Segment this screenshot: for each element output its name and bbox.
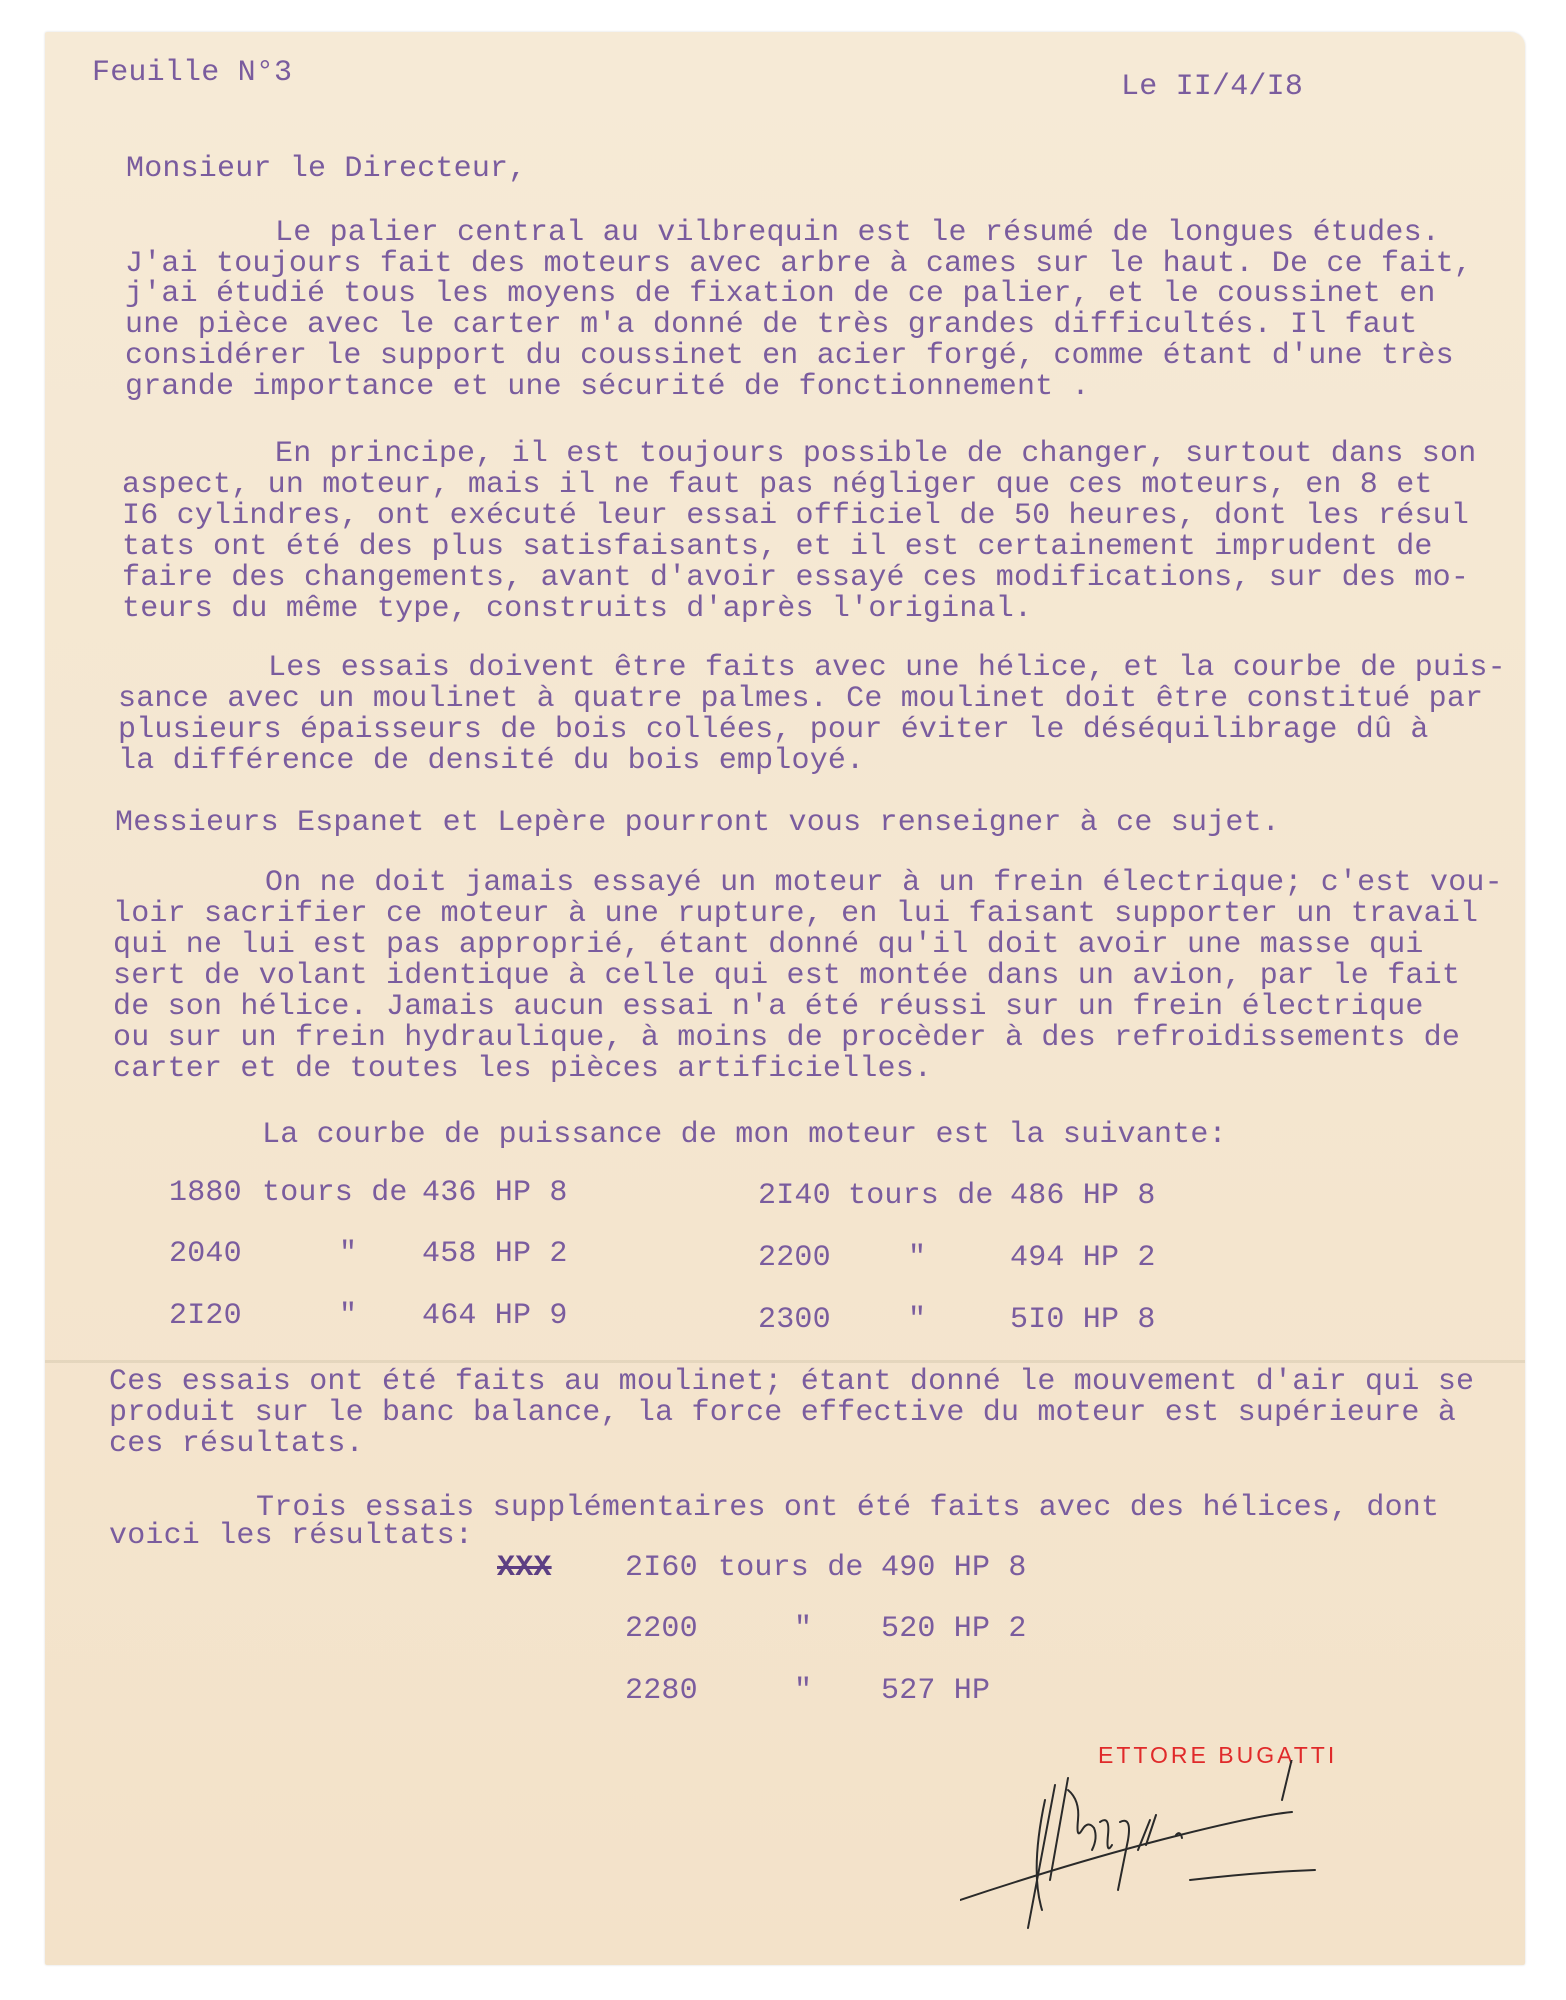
separator: " <box>908 1241 927 1275</box>
power: 436 HP 8 <box>422 1176 568 1210</box>
power: 494 HP 2 <box>1010 1241 1156 1275</box>
text-line: plusieurs épaisseurs de bois collées, pour éviter le déséquilibrage dû à <box>118 713 1429 747</box>
text-line: une pièce avec le carter m'a donné de très grandes difficultés. Il faut <box>125 308 1418 342</box>
text-line: sance avec un moulinet à quatre palmes. Ce moulinet doit être constitué par <box>118 682 1484 716</box>
text-line: tats ont été des plus satisfaisants, et il est certainement imprudent de <box>122 530 1433 564</box>
text-line: aspect, un moteur, mais il ne faut pas négliger que ces moteurs, en 8 et <box>122 468 1433 502</box>
text-line: En principe, il est toujours possible de changer, surtout dans son <box>275 437 1477 471</box>
separator: " <box>794 1674 813 1708</box>
sheet-number: Feuille N°3 <box>92 56 293 90</box>
letter-date: Le II/4/I8 <box>1121 70 1304 104</box>
power: 520 HP 2 <box>881 1612 1027 1646</box>
text-line: la différence de densité du bois employé. <box>118 744 865 778</box>
rpm: 2300 <box>758 1303 831 1337</box>
power: 486 HP 8 <box>1010 1179 1156 1213</box>
text-line: Trois essais supplémentaires ont été faits avec des hélices, dont <box>256 1491 1440 1525</box>
rpm: 1880 <box>169 1176 242 1210</box>
rpm: 2I20 <box>169 1299 242 1333</box>
text-line: qui ne lui est pas approprié, étant donné qu'il doit avoir une masse qui <box>113 928 1424 962</box>
separator: " <box>908 1303 927 1337</box>
text-line: faire des changements, avant d'avoir essayé ces modifications, sur des mo- <box>122 561 1470 595</box>
text-line: teurs du même type, construits d'après l'original. <box>122 592 1033 626</box>
rpm: 2I40 <box>758 1179 831 1213</box>
separator: " <box>339 1237 358 1271</box>
rpm: 2200 <box>625 1612 698 1646</box>
text-line: de son hélice. Jamais aucun essai n'a été réussi sur un frein électrique <box>113 990 1424 1024</box>
rpm: 2040 <box>169 1237 242 1271</box>
text-line: Ces essais ont été faits au moulinet; étant donné le mouvement d'air qui se <box>109 1365 1475 1399</box>
text-line: ou sur un frein hydraulique, à moins de procèder à des refroidissements de <box>113 1021 1461 1055</box>
separator: " <box>794 1612 813 1646</box>
text-line: considérer le support du coussinet en acier forgé, comme étant d'une très <box>125 339 1454 373</box>
text-line: ces résultats. <box>109 1427 364 1461</box>
text-line: produit sur le banc balance, la force effective du moteur est supérieure à <box>109 1396 1457 1430</box>
text-line: Le palier central au vilbrequin est le résumé de longues études. <box>275 216 1440 250</box>
separator: tours de <box>848 1179 994 1213</box>
power: 490 HP 8 <box>881 1551 1027 1585</box>
power: 464 HP 9 <box>422 1299 568 1333</box>
separator: tours de <box>718 1551 864 1585</box>
rpm: 2I60 <box>625 1551 698 1585</box>
separator: tours de <box>262 1176 408 1210</box>
letterhead-name: ETTORE BUGATTI <box>1098 1742 1338 1768</box>
text-line: j'ai étudié tous les moyens de fixation de ce palier, et le coussinet en <box>125 277 1436 311</box>
text-line: sert de volant identique à celle qui est montée dans un avion, par le fait <box>113 959 1461 993</box>
text-line: grande importance et une sécurité de fonctionnement . <box>125 370 1090 404</box>
power: 527 HP <box>881 1674 991 1708</box>
paper-fold-line <box>45 1360 1525 1363</box>
rpm: 2200 <box>758 1241 831 1275</box>
text-line: carter et de toutes les pièces artificielles. <box>113 1052 933 1086</box>
paragraph-4: Messieurs Espanet et Lepère pourront vous renseigner à ce sujet. <box>115 806 1280 840</box>
rpm: 2280 <box>625 1674 698 1708</box>
curve-intro: La courbe de puissance de mon moteur est la suivante: <box>262 1118 1227 1152</box>
struck-out-text: XXX <box>497 1551 552 1585</box>
salutation: Monsieur le Directeur, <box>126 152 527 186</box>
handwritten-signature <box>960 1760 1420 1940</box>
text-line: loir sacrifier ce moteur à une rupture, en lui faisant supporter un travail <box>113 897 1479 931</box>
text-line: I6 cylindres, ont exécuté leur essai officiel de 50 heures, dont les résul <box>122 499 1470 533</box>
power: 458 HP 2 <box>422 1237 568 1271</box>
text-line: J'ai toujours fait des moteurs avec arbre à cames sur le haut. De ce fait, <box>125 247 1473 281</box>
text-line: voici les résultats: <box>109 1519 474 1553</box>
text-line: Les essais doivent être faits avec une hélice, et la courbe de puis- <box>268 651 1506 685</box>
separator: " <box>339 1299 358 1333</box>
text-line: On ne doit jamais essayé un moteur à un frein électrique; c'est vou- <box>265 866 1503 900</box>
power: 5I0 HP 8 <box>1010 1303 1156 1337</box>
